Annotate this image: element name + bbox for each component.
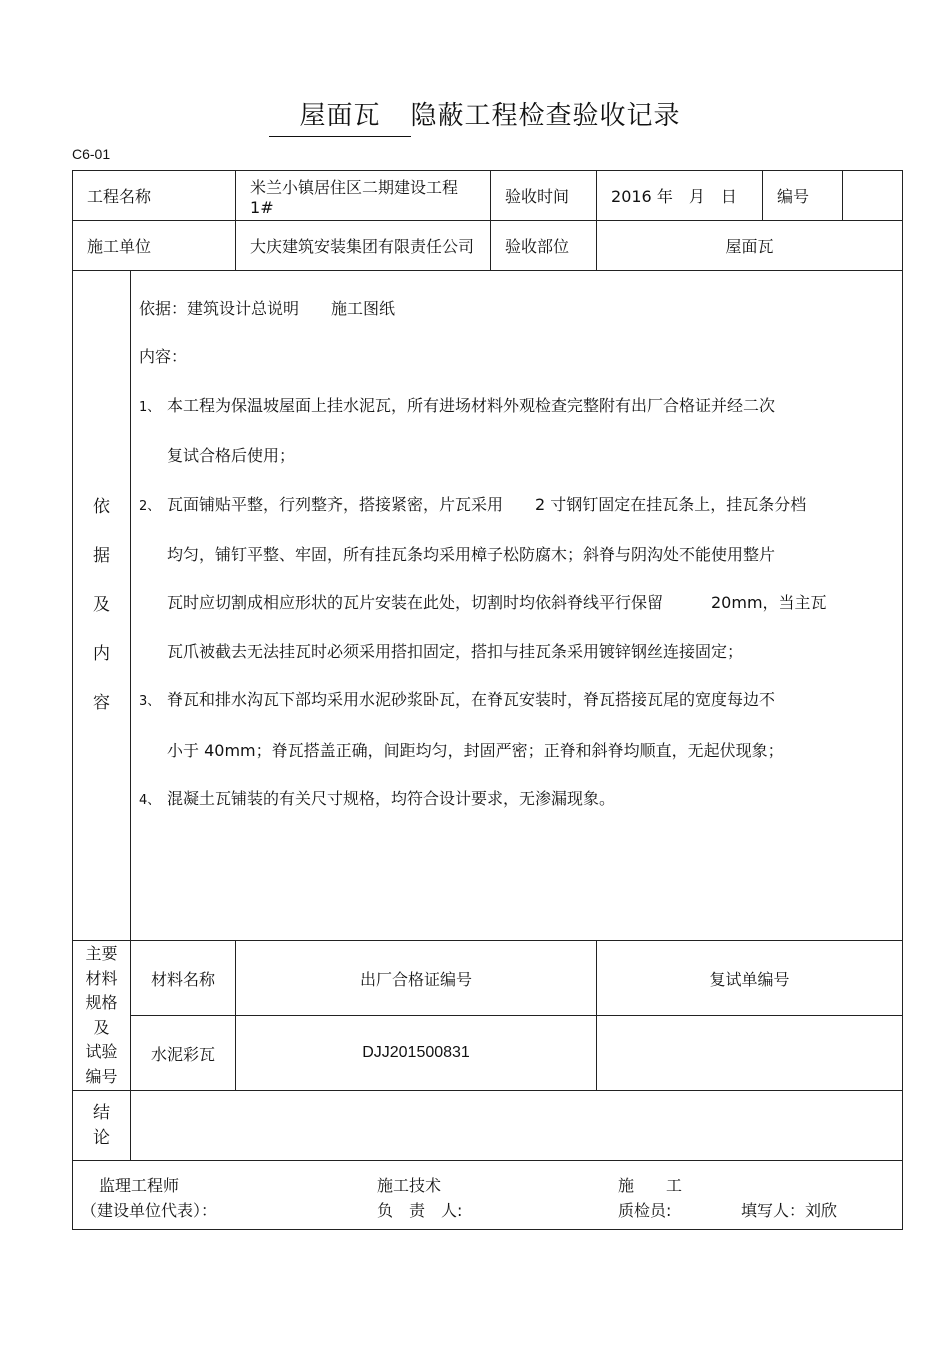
table-row <box>73 1016 903 1091</box>
conclusion-side-label <box>73 1091 131 1161</box>
basis-row <box>73 271 903 941</box>
side-char: 试验 <box>85 1042 118 1061</box>
signature-row <box>73 1161 903 1230</box>
list-item-continued: 均匀，铺钉平整、牢固，所有挂瓦条均采用樟子松防腐木；斜脊与阴沟处不能使用整片 <box>167 545 776 565</box>
conclusion-row <box>73 1091 903 1161</box>
side-char: 主要 <box>85 944 118 963</box>
list-item: 1、 本工程为保温坡屋面上挂水泥瓦，所有进场材料外观检查完整附有出厂合格证并经二次 <box>139 395 776 415</box>
contractor-value: 大庆建筑安装集团有限责任公司 <box>236 221 491 271</box>
side-char: 据 <box>93 546 110 566</box>
header-row-contractor <box>73 221 903 271</box>
list-item-continued: 瓦爪被截去无法挂瓦时必须采用搭扣固定，搭扣与挂瓦条采用镀锌钢丝连接固定； <box>167 641 744 661</box>
location-value: 屋面瓦 <box>597 221 903 271</box>
side-char: 规格 <box>85 993 118 1012</box>
list-item: 4、 混凝土瓦铺装的有关尺寸规格，均符合设计要求，无渗漏现象。 <box>139 789 616 809</box>
contractor-label: 施工单位 <box>73 221 236 271</box>
inspection-record-table <box>72 170 903 1230</box>
conclusion-value <box>131 1091 903 1161</box>
signature-area <box>73 1161 903 1230</box>
location-label: 验收部位 <box>491 221 597 271</box>
qc-label: 施 工 <box>618 1176 683 1195</box>
filler-label: 填写人：刘欣 <box>741 1201 838 1220</box>
col-cert-number: 出厂合格证编号 <box>236 941 597 1016</box>
date-label: 验收时间 <box>491 171 597 221</box>
list-item-continued: 小于 40mm；脊瓦搭盖正确，间距均匀，封固严密；正脊和斜脊均顺直，无起伏现象； <box>167 740 784 760</box>
qc-inspector-label: 质检员: <box>618 1201 672 1220</box>
content-label: 内容： <box>139 347 188 367</box>
title-text: 隐蔽工程检查验收记录 <box>410 101 681 131</box>
number-label: 编号 <box>763 171 843 221</box>
number-value <box>843 171 903 221</box>
header-row-project <box>73 171 903 221</box>
supervisor-label: 监理工程师 <box>99 1176 180 1195</box>
project-building: 1# <box>250 197 274 217</box>
basis-content <box>131 271 903 941</box>
col-retest-number: 复试单编号 <box>597 941 903 1016</box>
side-char: 及 <box>93 1017 110 1037</box>
basis-side-label <box>73 271 131 941</box>
form-code: C6-01 <box>72 146 111 162</box>
project-value <box>236 171 491 221</box>
retest-number <box>597 1016 903 1091</box>
side-char: 依 <box>93 497 110 517</box>
cert-number: DJJ201500831 <box>236 1016 597 1091</box>
supervisor-rep-label: （建设单位代表）： <box>81 1201 218 1220</box>
basis-line: 依据：建筑设计总说明 施工图纸 <box>139 299 396 318</box>
materials-header-row <box>73 941 903 1016</box>
title-subject: 屋面瓦 <box>269 98 410 137</box>
side-char: 论 <box>93 1127 110 1148</box>
date-value: 2016 年 月 日 <box>597 171 763 221</box>
side-char: 及 <box>93 595 110 615</box>
material-name: 水泥彩瓦 <box>131 1016 236 1091</box>
tech-responsible-label: 负 责 人: <box>377 1201 463 1220</box>
side-char: 结 <box>93 1102 110 1123</box>
document-title <box>0 98 950 137</box>
side-char: 容 <box>93 693 110 713</box>
tech-label: 施工技术 <box>377 1176 442 1195</box>
list-item: 2、 瓦面铺贴平整，行列整齐，搭接紧密，片瓦采用 2 寸钢钉固定在挂瓦条上，挂瓦条分档 <box>139 494 807 514</box>
list-item-continued: 复试合格后使用； <box>167 446 296 466</box>
col-material-name: 材料名称 <box>131 941 236 1016</box>
project-label: 工程名称 <box>73 171 236 221</box>
list-item: 3、 脊瓦和排水沟瓦下部均采用水泥砂浆卧瓦，在脊瓦安装时，脊瓦搭接瓦尾的宽度每边不 <box>139 690 776 710</box>
materials-side-label <box>73 941 131 1091</box>
project-name: 米兰小镇居住区二期建设工程 <box>250 177 459 197</box>
list-item-continued: 瓦时应切割成相应形状的瓦片安装在此处，切割时均依斜脊线平行保留 20mm，当主瓦 <box>167 593 827 613</box>
side-char: 编号 <box>85 1066 118 1086</box>
side-char: 材料 <box>85 968 118 988</box>
side-char: 内 <box>93 644 110 664</box>
